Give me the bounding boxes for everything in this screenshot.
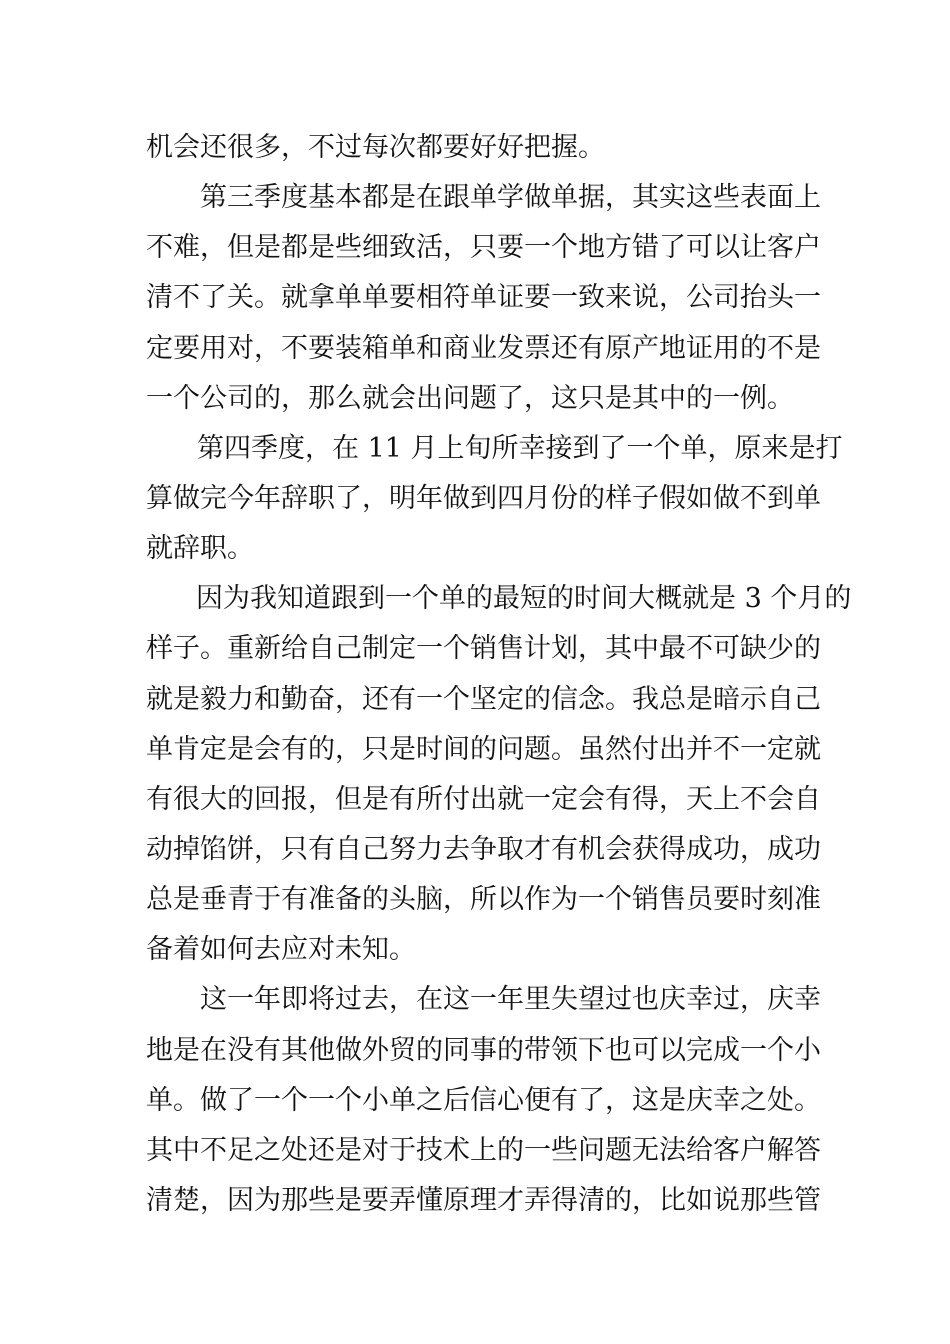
text-line: 备着如何去应对未知。	[146, 934, 416, 965]
text-line: 清楚，因为那些是要弄懂原理才弄得清的，比如说那些管	[146, 1185, 821, 1216]
paragraph-first-line: 因为我知道跟到一个单的最短的时间大概就是 3 个月的	[196, 583, 852, 614]
paragraph-first-line: 第四季度，在 11 月上旬所幸接到了一个单，原来是打	[197, 433, 843, 464]
paragraph-first-line: 这一年即将过去，在这一年里失望过也庆幸过，庆幸	[200, 984, 821, 1015]
text-line: 一个公司的，那么就会出问题了，这只是其中的一例。	[146, 383, 794, 414]
text-line: 有很大的回报，但是有所付出就一定会有得，天上不会自	[146, 784, 821, 815]
text-line: 单。做了一个一个小单之后信心便有了，这是庆幸之处。	[146, 1085, 821, 1116]
text-line: 单肯定是会有的，只是时间的问题。虽然付出并不一定就	[146, 734, 821, 765]
text-line: 就是毅力和勤奋，还有一个坚定的信念。我总是暗示自己	[146, 684, 821, 715]
text-line: 不难，但是都是些细致活，只要一个地方错了可以让客户	[146, 232, 821, 263]
text-line: 动掉馅饼，只有自己努力去争取才有机会获得成功，成功	[146, 834, 821, 865]
text-line: 地是在没有其他做外贸的同事的带领下也可以完成一个小	[146, 1035, 821, 1066]
text-line: 定要用对，不要装箱单和商业发票还有原产地证用的不是	[146, 333, 821, 364]
text-line: 清不了关。就拿单单要相符单证要一致来说，公司抬头一	[146, 282, 821, 313]
text-line: 就辞职。	[146, 533, 254, 564]
text-line: 机会还很多，不过每次都要好好把握。	[146, 132, 605, 163]
text-line: 其中不足之处还是对于技术上的一些问题无法给客户解答	[146, 1135, 821, 1166]
text-line: 样子。重新给自己制定一个销售计划，其中最不可缺少的	[146, 633, 821, 664]
paragraph-first-line: 第三季度基本都是在跟单学做单据，其实这些表面上	[200, 182, 821, 213]
text-line: 总是垂青于有准备的头脑，所以作为一个销售员要时刻准	[146, 884, 821, 915]
text-line: 算做完今年辞职了，明年做到四月份的样子假如做不到单	[146, 483, 821, 514]
